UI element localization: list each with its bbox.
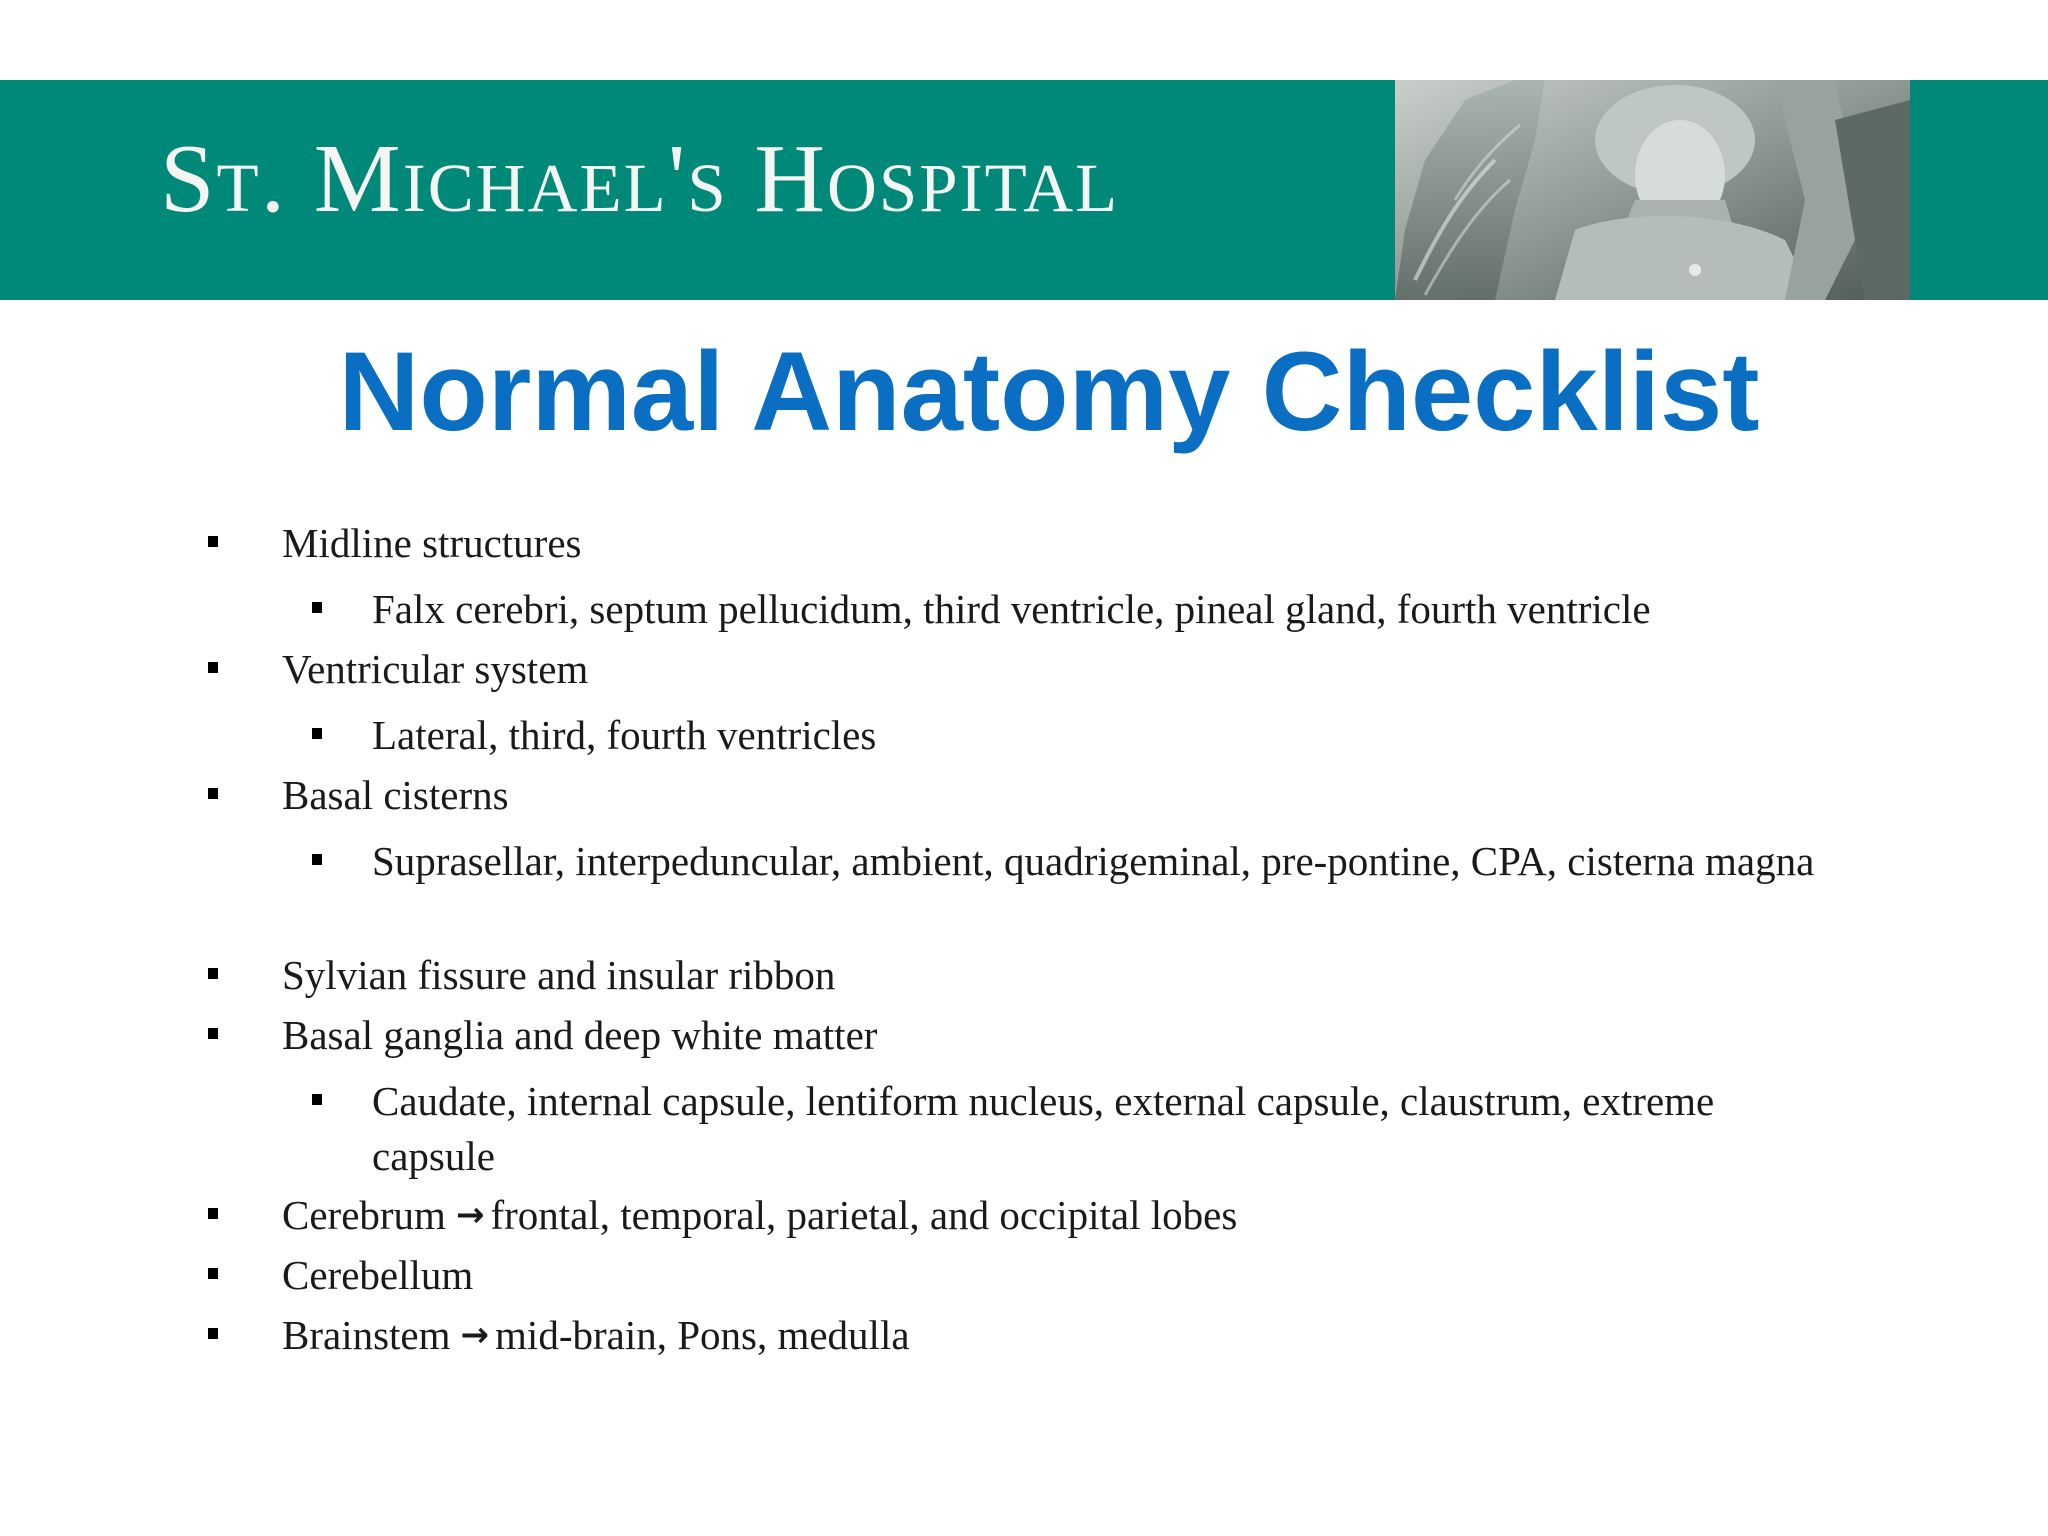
bullet-icon [312,1094,322,1105]
item-label: Sylvian fissure and insular ribbon [282,952,836,998]
subitem-text: Falx cerebri, septum pellucidum, third ventricle, pineal gland, fourth ventricle [372,586,1651,632]
item-label: Basal cisterns [282,772,509,818]
bullet-icon [312,602,322,613]
bullet-icon [208,1328,218,1339]
bullet-icon [312,854,322,865]
item-detail: frontal, temporal, parietal, and occipital lobes [490,1192,1238,1238]
slide-title: Normal Anatomy Checklist [338,329,1760,454]
bullet-icon [208,662,218,673]
bullet-icon [312,728,322,739]
subitem-text: Lateral, third, fourth ventricles [372,712,877,758]
bullet-icon [208,968,218,979]
checklist-item-brainstem [282,1308,1782,1366]
item-label: Midline structures [282,520,582,566]
checklist-item-ventricular [282,642,1782,697]
bullet-icon [208,1268,218,1279]
subitem-text: Suprasellar, interpeduncular, ambient, quadrigeminal, pre-pontine, CPA, cisterna magna [372,838,1815,884]
bullet-icon [208,1208,218,1219]
item-detail: mid-brain, Pons, medulla [495,1312,910,1358]
bullet-icon [208,1028,218,1039]
checklist-subitem-ventricular [372,708,1842,763]
checklist-item-cerebrum [282,1188,1782,1246]
checklist-item-cisterns [282,768,1782,823]
bullet-icon [208,536,218,547]
subitem-text: Caudate, internal capsule, lentiform nucleus, external capsule, claustrum, extreme capsule [372,1078,1715,1179]
hospital-name: St. Michael's Hospital [160,125,1120,233]
arrow-right-icon: → [455,1195,485,1235]
checklist-item-sylvian [282,948,1782,1003]
bullet-icon [208,788,218,799]
item-label: Ventricular system [282,646,589,692]
item-label: Cerebellum [282,1252,474,1298]
checklist-subitem-basal-ganglia [372,1074,1842,1184]
checklist-subitem-midline [372,582,1842,637]
checklist-item-cerebellum [282,1248,1782,1303]
checklist-item-basal-ganglia [282,1008,1782,1063]
checklist-subitem-cisterns [372,834,1842,889]
item-label: Basal ganglia and deep white matter [282,1012,878,1058]
checklist-item-midline [282,516,1782,571]
arrow-right-icon: → [460,1315,490,1355]
item-label: Cerebrum [282,1192,446,1238]
item-label: Brainstem [282,1312,451,1358]
